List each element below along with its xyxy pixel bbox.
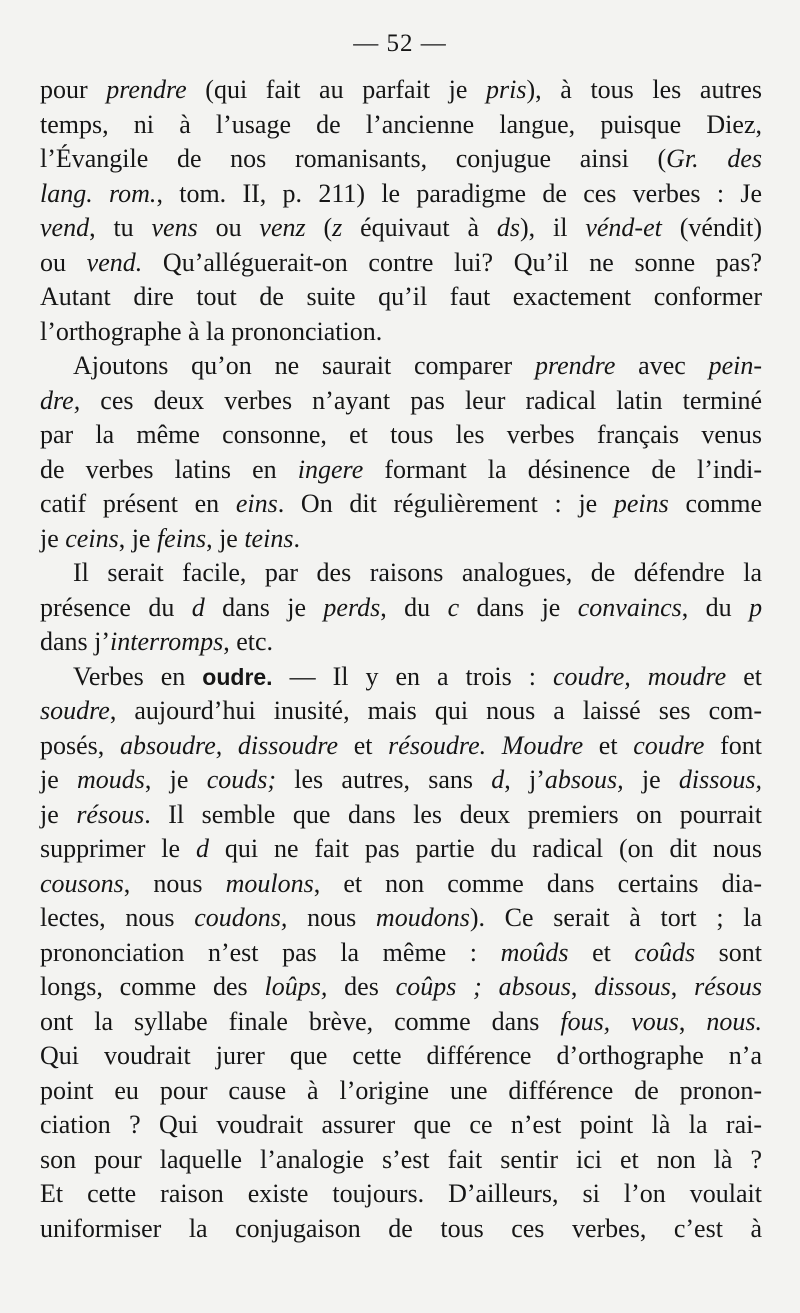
text-line xyxy=(40,211,762,246)
text-line xyxy=(40,901,762,936)
text-segment: et xyxy=(568,937,635,967)
text-segment: ciation ? Qui voudrait assurer que ce n’est point là la rai- xyxy=(40,1110,762,1139)
italic-text: eins xyxy=(235,489,278,518)
italic-text: vénd-et xyxy=(585,213,662,242)
text-line xyxy=(40,1143,762,1178)
text-segment: équivaut à xyxy=(342,213,497,242)
text-segment: longs, comme des xyxy=(40,972,265,1001)
text-segment: , xyxy=(678,1006,707,1036)
text-line xyxy=(40,625,762,660)
text-segment: dans j’ xyxy=(40,627,111,656)
text-line xyxy=(40,73,762,108)
text-segment: Autant dire tout de suite qu’il faut exactement conformer xyxy=(40,282,762,311)
text-segment: , du xyxy=(681,592,750,622)
text-segment: Verbes en xyxy=(73,661,203,691)
italic-text: pris xyxy=(486,75,527,104)
italic-text: ingere xyxy=(297,454,364,484)
italic-text: convaincs xyxy=(577,592,682,622)
italic-text: ds xyxy=(496,213,521,242)
text-segment: (qui fait au parfait je xyxy=(186,75,487,104)
italic-text: coûps ; absous xyxy=(395,972,571,1001)
text-line xyxy=(40,418,762,453)
text-segment: des xyxy=(327,972,396,1001)
text-line xyxy=(40,177,762,212)
italic-text: d xyxy=(191,592,205,622)
text-segment: (véndit) xyxy=(661,213,762,242)
text-segment: et xyxy=(583,730,634,760)
text-line xyxy=(40,867,762,902)
italic-text: coudre xyxy=(633,730,705,760)
text-line xyxy=(40,556,762,591)
italic-text: ceins xyxy=(65,523,119,553)
text-segment: je xyxy=(40,799,77,829)
italic-text: venz xyxy=(259,213,306,242)
text-segment: Qui voudrait jurer que cette différence d’orthographe n’a xyxy=(40,1041,762,1070)
italic-text: coudons, xyxy=(194,903,288,932)
text-segment: comme xyxy=(668,489,762,518)
italic-text: nous. xyxy=(706,1006,762,1036)
italic-text: c xyxy=(447,592,460,622)
text-line xyxy=(40,487,762,522)
text-segment: uniformiser la conjugaison de tous ces verbes, c’est à xyxy=(40,1213,762,1243)
text-segment: catif présent en xyxy=(40,489,236,518)
text-line xyxy=(40,280,762,315)
text-segment: son pour laquelle l’analogie s’est fait sentir ici et non là ? xyxy=(40,1144,762,1174)
text-segment: ou xyxy=(40,247,87,277)
text-segment: , xyxy=(670,972,695,1001)
text-segment: , tu xyxy=(89,213,152,242)
text-segment: je xyxy=(40,523,66,553)
text-line xyxy=(40,729,762,764)
text-segment: , du xyxy=(380,592,448,622)
italic-text: vens xyxy=(151,213,198,242)
italic-text: moulons xyxy=(225,868,314,898)
text-line xyxy=(40,763,762,798)
text-segment: dans je xyxy=(204,592,324,622)
text-segment: Qu’alléguerait-on contre lui? Qu’il ne sonne pas? xyxy=(142,247,762,277)
italic-text: vend. xyxy=(86,247,143,277)
text-segment: nous xyxy=(287,903,376,932)
italic-text: pein- xyxy=(708,351,762,380)
italic-text: vend xyxy=(40,213,90,242)
text-segment: , tom. II, p. 211) le paradigme de ces verbes : Je xyxy=(156,178,762,208)
italic-text: résous xyxy=(694,972,762,1001)
text-segment: ces deux verbes n’ayant pas leur radical latin terminé xyxy=(80,385,762,415)
text-segment: et xyxy=(338,730,389,760)
text-line xyxy=(40,142,762,177)
text-segment: — Il y en a trois : xyxy=(272,661,554,691)
text-segment: Ajoutons qu’on ne saurait comparer xyxy=(73,351,535,380)
text-segment: , nous xyxy=(123,868,226,898)
text-line xyxy=(40,1039,762,1074)
text-line xyxy=(40,384,762,419)
italic-text: fous, vous xyxy=(560,1006,679,1036)
text-segment: , etc. xyxy=(223,627,274,656)
text-segment: , je xyxy=(144,765,207,794)
text-line xyxy=(40,246,762,281)
body-text xyxy=(40,73,762,1246)
italic-text: z xyxy=(332,213,343,242)
text-segment: l’orthographe à la prononciation. xyxy=(40,316,383,346)
text-segment: . On dit régulièrement : je xyxy=(277,489,614,518)
text-segment: ). Ce serait à tort ; la xyxy=(469,903,763,932)
text-segment: ont la syllabe finale brève, comme dans xyxy=(40,1006,561,1036)
text-segment: de verbes latins en xyxy=(40,454,298,484)
text-segment: Et cette raison existe toujours. D’ailleurs, si l’on voulait xyxy=(40,1179,762,1208)
text-segment: pour xyxy=(40,75,107,104)
text-segment: , et non comme dans certains dia- xyxy=(313,868,762,898)
text-segment: , je xyxy=(118,523,157,553)
italic-text: dissous, xyxy=(678,765,762,794)
italic-text: perds xyxy=(323,592,381,622)
text-line xyxy=(40,1212,762,1247)
italic-text: dre, xyxy=(40,385,81,415)
italic-text: couds; xyxy=(206,765,277,794)
text-segment: . Il semble que dans les deux premiers on pourrait xyxy=(144,799,762,829)
italic-text: interromps xyxy=(110,627,224,656)
italic-text: dissous xyxy=(594,972,671,1001)
italic-text: moudons xyxy=(375,903,470,932)
text-segment: temps, ni à l’usage de l’ancienne langue, puisque Diez, xyxy=(40,109,762,139)
italic-text: coudre, moudre xyxy=(553,661,727,691)
text-segment: je xyxy=(40,765,78,794)
text-segment: avec xyxy=(615,351,709,380)
text-line xyxy=(40,970,762,1005)
text-segment: l’Évangile de nos romanisants, conjugue ainsi ( xyxy=(40,144,667,173)
text-segment: Il serait facile, par des raisons analogues, de défendre la xyxy=(73,558,762,587)
italic-text: p xyxy=(749,592,763,622)
text-line xyxy=(40,1108,762,1143)
italic-text: d xyxy=(195,834,209,863)
text-line xyxy=(40,694,762,729)
text-segment: . xyxy=(293,523,300,553)
text-line xyxy=(40,349,762,384)
text-segment: prononciation n’est pas la même : xyxy=(40,937,501,967)
bold-heading-text: oudre. xyxy=(202,663,273,690)
italic-text: lang. rom. xyxy=(40,178,157,208)
text-segment: posés, xyxy=(40,730,120,760)
text-segment: ), à tous les autres xyxy=(526,75,762,104)
text-line xyxy=(40,108,762,143)
text-segment: ( xyxy=(305,213,333,242)
text-segment: présence du xyxy=(40,592,192,622)
text-segment: , je xyxy=(206,523,245,553)
text-segment: point eu pour cause à l’origine une différence de pronon- xyxy=(40,1075,762,1105)
italic-text: absous, xyxy=(544,765,624,794)
italic-text: Gr. des xyxy=(666,144,762,173)
italic-text: peins xyxy=(613,489,669,518)
text-line xyxy=(40,591,762,626)
italic-text: résoudre. Moudre xyxy=(388,730,584,760)
italic-text: loûps, xyxy=(264,972,328,1001)
text-segment: sont xyxy=(695,937,763,967)
text-segment: , aujourd’hui inusité, mais qui nous a laissé ses com- xyxy=(109,696,762,725)
text-segment: , j’ xyxy=(504,765,545,794)
italic-text: absoudre, dissoudre xyxy=(119,730,339,760)
italic-text: résous xyxy=(76,799,145,829)
text-segment: font xyxy=(704,730,763,760)
text-segment: dans je xyxy=(459,592,578,622)
italic-text: prendre xyxy=(106,75,187,104)
text-line xyxy=(40,1005,762,1040)
text-segment: les autres, sans xyxy=(276,765,492,794)
text-segment: qui ne fait pas partie du radical (on dit nous xyxy=(208,834,763,863)
italic-text: cousons xyxy=(40,868,124,898)
text-segment: je xyxy=(623,765,679,794)
text-segment: , xyxy=(570,972,595,1001)
text-segment: lectes, nous xyxy=(40,903,195,932)
text-line xyxy=(40,1177,762,1212)
text-line xyxy=(40,453,762,488)
italic-text: d xyxy=(491,765,505,794)
text-line xyxy=(40,522,762,557)
italic-text: feins xyxy=(156,523,207,553)
text-line xyxy=(40,1074,762,1109)
italic-text: prendre xyxy=(534,351,616,380)
italic-text: mouds xyxy=(77,765,145,794)
page-number: — 52 — xyxy=(353,30,447,57)
text-segment: et xyxy=(726,661,763,691)
italic-text: soudre xyxy=(40,696,110,725)
text-line xyxy=(40,936,762,971)
text-segment: par la même consonne, et tous les verbes français venus xyxy=(40,420,762,449)
italic-text: moûds xyxy=(500,937,569,967)
italic-text: coûds xyxy=(634,937,696,967)
text-segment: formant la désinence de l’indi- xyxy=(363,454,762,484)
text-line xyxy=(40,798,762,833)
text-line xyxy=(40,315,762,350)
text-segment: supprimer le xyxy=(40,834,196,863)
italic-text: teins xyxy=(244,523,294,553)
text-segment: ), il xyxy=(520,213,586,242)
text-line xyxy=(40,832,762,867)
text-segment: ou xyxy=(197,213,260,242)
text-line xyxy=(40,660,762,695)
